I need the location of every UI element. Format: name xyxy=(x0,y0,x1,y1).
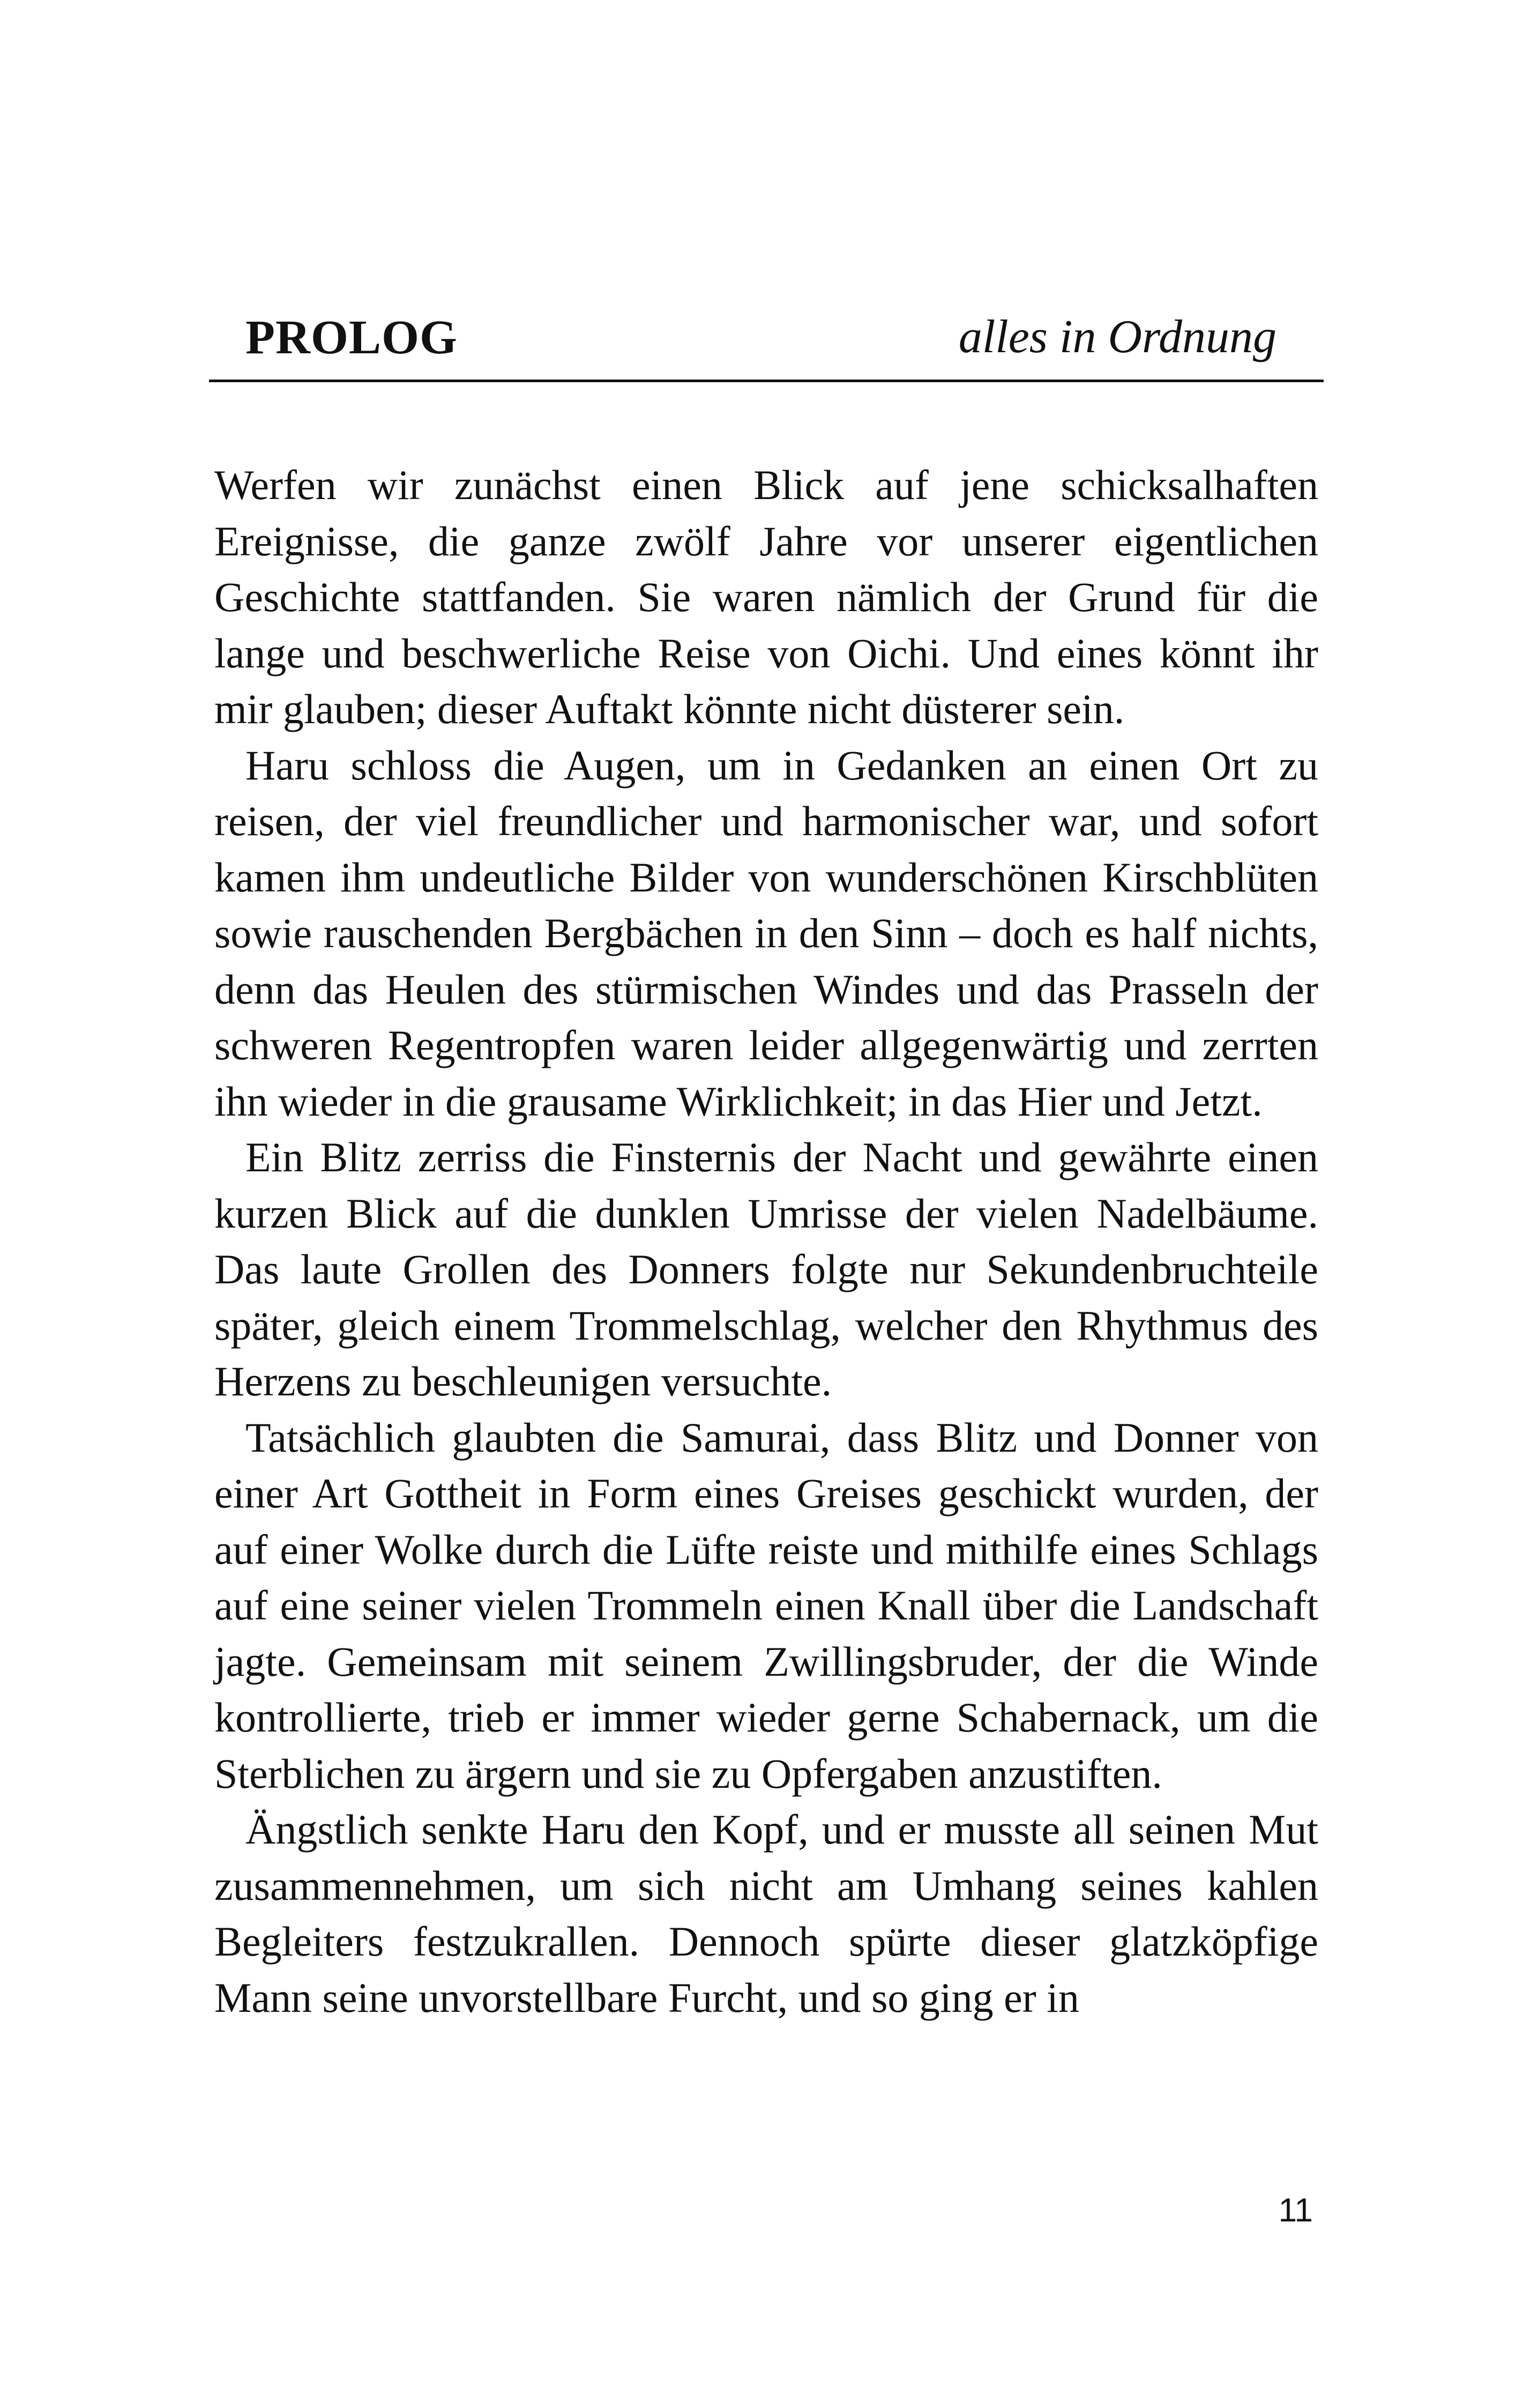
paragraph-4: Tatsächlich glaubten die Samurai, dass Blitz und Donner von einer Art Gottheit in Form eines Greises geschickt wurden, der auf einer Wolke durch die Lüfte reiste und mithilfe eines Schlags auf eine seiner vielen Trommeln einen Knall über die Landschaft jagte. Gemeinsam mit seinem Zwillingsbruder, der die Winde kontrollierte, trieb er immer wieder gerne Schabernack, um die Sterblichen zu ärgern und sie zu Opfergaben anzustiften. xyxy=(214,1414,1318,1797)
chapter-title: PROLOG xyxy=(245,311,458,364)
running-header xyxy=(209,300,1324,381)
page-number: 11 xyxy=(1278,2192,1313,2229)
paragraph-3: Ein Blitz zerriss die Finsternis der Nacht und gewährte einen kurzen Blick auf die dunklen Umrisse der vielen Nadelbäume. Das laute Grollen des Donners folgte nur Sekundenbruchteile später, gleich einem Trommelschlag, welcher den Rhythmus des Herzens zu beschleunigen versuchte. xyxy=(214,1134,1318,1404)
header-rule xyxy=(209,380,1324,382)
running-title: alles in Ordnung xyxy=(958,311,1276,363)
paragraph-2: Haru schloss die Augen, um in Gedanken an einen Ort zu reisen, der viel freundlicher und harmonischer war, und sofort kamen ihm undeutliche Bilder von wunderschönen Kirschblüten sowie rauschenden Bergbächen in den Sinn – doch es half nichts, denn das Heulen des stürmischen Windes und das Prasseln der schweren Regentropfen waren leider allgegenwärtig und zerrten ihn wieder in die grausame Wirklichkeit; in das Hier und Jetzt. xyxy=(214,741,1318,1125)
paragraph-5: Ängstlich senkte Haru den Kopf, und er musste all seinen Mut zusammennehmen, um sich nicht am Umhang seines kahlen Begleiters festzukrallen. Dennoch spürte dieser glatzköpfige Mann seine unvorstellbare Furcht, und so ging er in xyxy=(214,1806,1318,2021)
body-text xyxy=(214,457,1318,2026)
paragraph-1: Werfen wir zunächst einen Blick auf jene schicksalhaften Ereignisse, die ganze zwölf Jahre vor unserer eigentlichen Geschichte stattfanden. Sie waren nämlich der Grund für die lange und beschwerliche Reise von Oichi. Und eines könnt ihr mir glauben; dieser Auftakt könnte nicht düsterer sein. xyxy=(214,462,1318,732)
